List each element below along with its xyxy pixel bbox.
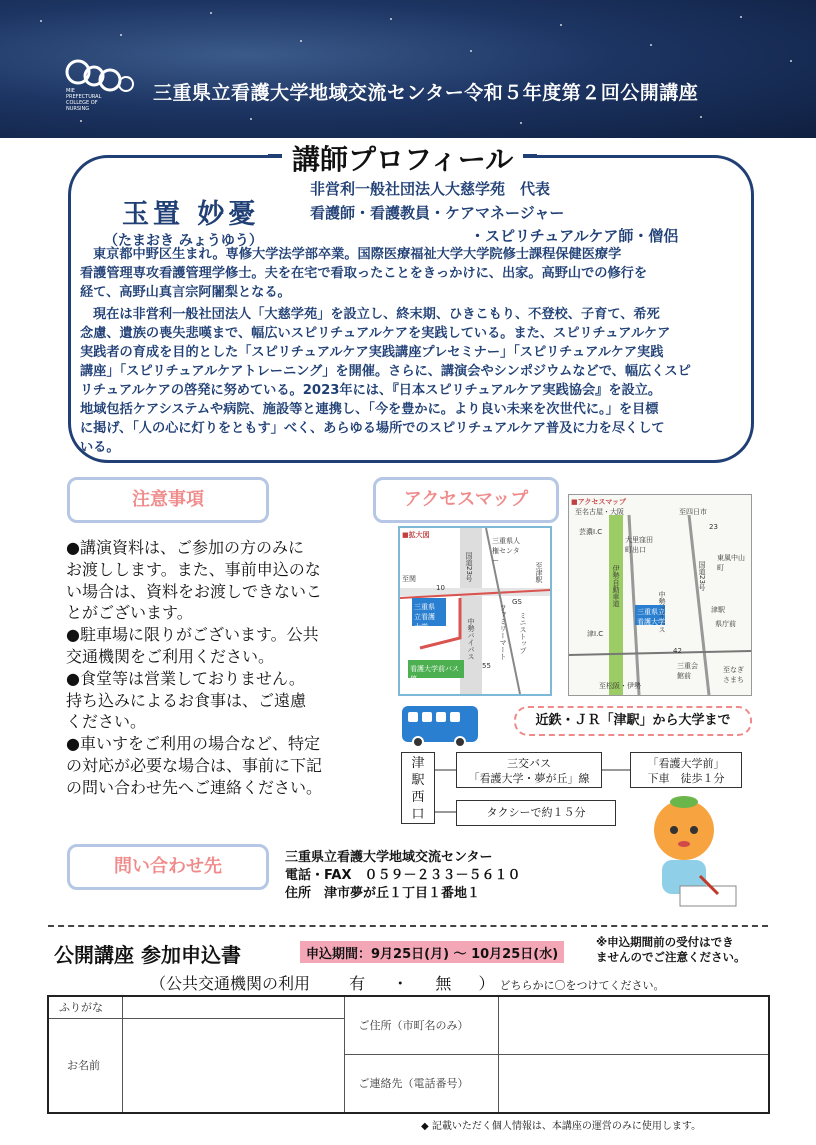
route-banner: 近鉄・ＪＲ「津駅」から大学まで [514,706,752,736]
address-label: ご住所（市町名のみ） [344,996,498,1054]
map-label: 23 [709,523,718,531]
notes-line: お渡しします。また、事前申込のな [66,559,321,579]
wide-map [568,494,752,696]
notes-line: ください。 [66,712,147,732]
map-label: 国道23号 [698,561,706,591]
privacy-note: ◆ 記載いただく個人情報は、本講座の運営のみに使用します。 [421,1121,702,1132]
bio-line: に掲げ、「人の心に灯りをともす」べく、あらゆる場所でのスピリチュアルケア普及に力を尽くして [80,421,665,436]
option-separator: ・ [392,974,409,993]
map-label: 三重県人権センター [492,537,520,565]
detail-map [398,526,552,696]
notes-line: 交通機関をご利用ください。 [66,646,275,666]
contact-org: 三重県立看護大学地域交流センター [285,850,493,865]
notes-line: ●車いすをご利用の場合など、特定 [66,734,320,754]
phone-field[interactable] [498,1054,769,1113]
bio-line: 地域包括ケアシステムや病院、施設等と連携し、「今を豊かに。より良い未来を次世代に。」を目標 [80,402,659,417]
map-label: 大里窪田町出口 [625,536,653,554]
map-label: GS [512,598,522,606]
map-label: 国道23号 [465,552,473,582]
map-label: 芸濃I.C [579,528,603,536]
notice-line: ※申込期間前の受付はでき [596,935,734,949]
route-connectors [435,760,631,820]
furigana-field[interactable] [122,996,344,1018]
logo-text: MIE PREFECTURAL COLLEGE OF NURSING [66,88,102,112]
access-heading: アクセスマップ [373,477,559,523]
map-label: 42 [673,647,682,655]
notes-line: の対応が必要な場合は、事前に下記 [66,755,323,775]
map-label: ■拡大図 [402,531,430,539]
map-label: ファミリーマート [499,604,507,660]
map-label: 至津駅 [535,562,543,583]
map-label: 看護大学前バス停 [410,665,459,683]
contact-heading: 問い合わせ先 [67,844,269,890]
bio-line: リチュアルケアの啓発に努めている。2023年には、『日本スピリチュアルケア実践協会』を設立。 [80,383,662,398]
transport-hint: どちらかに〇をつけてください。 [499,979,665,992]
notes-line: の問い合わせ先へご連絡ください。 [66,777,323,797]
bus-route-box: 三交バス 「看護大学・夢が丘」線 [456,752,602,788]
lecturer-kana: （たまおき みょうゆう） [104,233,263,249]
contact-phone: 電話・FAX ０５９－２３３－５６１０ [285,868,521,883]
bio-line: 経て、高野山真言宗阿闍梨となる。 [80,285,291,300]
transport-label: （公共交通機関の利用 [150,974,311,993]
bus-stop-box: 「看護大学前」 下車 徒歩１分 [630,752,742,788]
profile-heading: 講師プロフィール [282,138,523,172]
application-period: 申込期間：9月25日(月) ～ 10月25日(水) [300,941,564,963]
notice-line: ませんのでご注意ください。 [596,950,746,964]
notes-line: とがございます。 [66,603,193,623]
notes-line: い場合は、資料をお渡しできないこ [66,581,323,601]
contact-info [285,849,520,903]
map-label: 津駅 [711,606,725,614]
option-yes[interactable]: 有 [349,974,366,993]
notes-list [66,537,322,799]
cut-line [48,925,768,927]
bio-line: 看護管理専攻看護管理学修士。夫を在宅で看取ったことをきっかけに、出家。高野山での修行を [80,266,648,281]
transport-question [150,971,665,994]
close-paren: ） [478,974,495,993]
application-form [47,995,770,1114]
bio-line: 現在は非営利一般社団法人「大慈学苑」を設立し、終末期、ひきこもり、不登校、子育て、希死 [93,307,660,322]
header-banner [0,0,816,138]
map-label: 三重県立看護大学 [637,608,665,626]
bus-icon [402,706,478,742]
map-label: 至なぎさまち [723,666,744,684]
phone-label: ご連絡先（電話番号） [344,1054,498,1113]
taxi-box: タクシーで約１５分 [456,800,616,826]
map-label: 至名古屋・大阪 [575,508,624,516]
map-label: 55 [482,662,491,670]
name-label: お名前 [48,1018,122,1113]
map-label: 中勢バイパス [467,618,475,660]
address-field[interactable] [498,996,769,1054]
notes-line: ●食堂等は営業しておりません。 [66,668,305,688]
notes-line: 持ち込みによるお食事は、ご遠慮 [66,690,307,710]
map-label: 10 [436,584,445,592]
contact-address: 住所 津市夢が丘１丁目１番地１ [285,886,481,901]
name-field[interactable] [122,1018,344,1113]
mascot-icon [640,790,740,920]
bio-line: 念慮、遺族の喪失悲嘆まで、幅広いスピリチュアルケアを実践している。また、スピリチュアルケア [80,326,671,341]
map-label: 東風中山町 [717,554,745,572]
station-box: 津駅西口 [401,752,435,824]
page-title: 三重県立看護大学地域交流センター令和５年度第２回公開講座 [153,82,699,104]
notes-line: ●講演資料は、ご参加の方のみに [66,538,304,557]
bio-line: 東京都中野区生まれ。専修大学法学部卒業。国際医療福祉大学大学院修士課程保健医療学 [93,247,622,262]
map-label: 中勢バイパス [658,591,666,633]
map-label: 伊勢自動車道 [612,565,620,607]
lecturer-name: 玉置 妙憂 [122,199,260,230]
bio-line: 講座」「スピリチュアルケアトレーニング」を開催。さらに、講演会やシンポジウムなどで、幅広くスピ [80,364,691,379]
notes-heading: 注意事項 [67,477,269,523]
map-label: 三重会館前 [677,662,698,680]
lecturer-role: ・スピリチュアルケア師・僧侶 [470,227,679,245]
application-title: 公開講座 参加申込書 [54,943,241,967]
map-label: 県庁前 [715,620,736,628]
bio-line: 実践者の育成を目的とした「スピリチュアルケア実践講座プレセミナー」「スピリチュアルケア実践 [80,345,664,360]
map-label: 津I.C [587,630,604,638]
bio-line: いる。 [80,440,120,455]
notes-line: ●駐車場に限りがございます。公共 [66,625,319,645]
lecturer-role: 非営利一般社団法人大慈学苑 代表 [310,180,551,198]
map-label: 至松阪・伊勢 [599,682,641,690]
map-label: 至四日市 [679,508,707,516]
map-label: ミニストップ [519,612,527,654]
map-label: 至関 [402,575,416,583]
application-notice [596,935,746,965]
map-label: 三重県立看護大学 [414,603,435,631]
furigana-label: ふりがな [48,996,122,1018]
option-no[interactable]: 無 [435,974,452,993]
map-label: ■アクセスマップ [571,498,626,506]
lecturer-role: 看護師・看護教員・ケアマネージャー [310,204,565,222]
